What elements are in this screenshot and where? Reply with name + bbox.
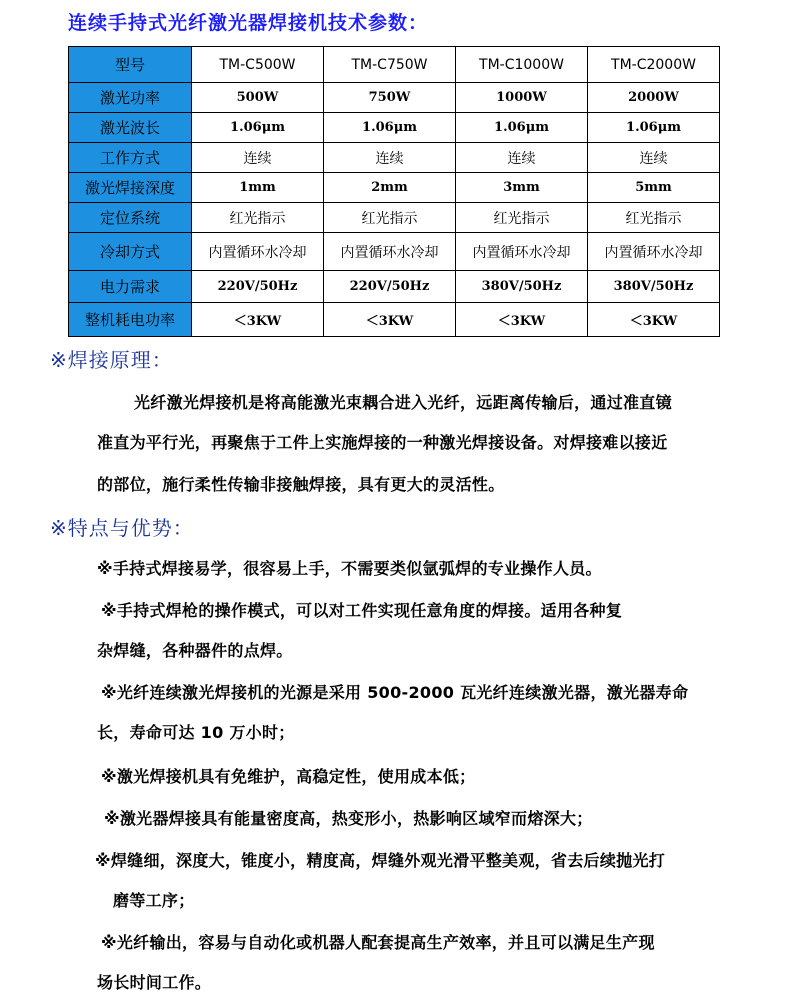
model-cell: TM-C750W [324,47,456,83]
table-cell: 5mm [588,173,720,203]
table-row [69,143,720,173]
feature-line: 杂焊缝，各种器件的点焊。 [97,641,293,660]
table-cell: 内置循环水冷却 [192,233,324,271]
model-cell: TM-C1000W [456,47,588,83]
table-row [69,303,720,337]
row-label: 工作方式 [69,143,192,173]
table-cell: 1.06μm [456,113,588,143]
row-label: 激光功率 [69,83,192,113]
row-label: 定位系统 [69,203,192,233]
table-cell: 内置循环水冷却 [456,233,588,271]
table-row [69,83,720,113]
table-row [69,233,720,271]
table-cell: 红光指示 [588,203,720,233]
table-cell: 1.06μm [588,113,720,143]
table-cell: ＜3KW [588,303,720,337]
row-label: 电力需求 [69,271,192,303]
feature-line: ※光纤连续激光焊接机的光源是采用 500-2000 瓦光纤连续激光器，激光器寿命 [101,683,689,702]
row-label: 激光焊接深度 [69,173,192,203]
feature-line: ※激光器焊接具有能量密度高，热变形小，热影响区域窄而熔深大； [104,809,593,828]
spec-table [68,46,720,337]
table-cell: 连续 [588,143,720,173]
model-cell: TM-C2000W [588,47,720,83]
principle-heading: ※焊接原理： [50,348,173,372]
table-cell: 内置循环水冷却 [588,233,720,271]
row-label: 整机耗电功率 [69,303,192,337]
row-label: 冷却方式 [69,233,192,271]
row-label: 激光波长 [69,113,192,143]
features-heading: ※特点与优势： [50,516,194,540]
table-cell: 500W [192,83,324,113]
table-header-row [69,47,720,83]
model-cell: TM-C500W [192,47,324,83]
principle-line: 的部位，施行柔性传输非接触焊接，具有更大的灵活性。 [97,475,505,494]
table-cell: 220V/50Hz [192,271,324,303]
principle-line: 光纤激光焊接机是将高能激光束耦合进入光纤，远距离传输后，通过准直镜 [134,393,672,412]
feature-line: ※焊缝细，深度大，锥度小，精度高，焊缝外观光滑平整美观，省去后续抛光打 [95,851,666,870]
feature-line: 长，寿命可达 10 万小时； [97,723,295,742]
table-row [69,113,720,143]
table-cell: 内置循环水冷却 [324,233,456,271]
table-cell: ＜3KW [324,303,456,337]
table-cell: 连续 [324,143,456,173]
table-cell: 红光指示 [324,203,456,233]
table-cell: 750W [324,83,456,113]
document-title: 连续手持式光纤激光器焊接机技术参数： [68,12,429,34]
table-cell: 1000W [456,83,588,113]
table-cell: ＜3KW [456,303,588,337]
feature-line: 磨等工序； [113,891,195,910]
table-cell: 红光指示 [192,203,324,233]
table-row [69,271,720,303]
table-cell: 3mm [456,173,588,203]
feature-line: ※手持式焊枪的操作模式，可以对工件实现任意角度的焊接。适用各种复 [101,601,623,620]
table-cell: 1mm [192,173,324,203]
feature-line: 场长时间工作。 [97,973,212,992]
table-cell: 连续 [456,143,588,173]
table-cell: 380V/50Hz [456,271,588,303]
feature-line: ※光纤输出，容易与自动化或机器人配套提高生产效率，并且可以满足生产现 [101,933,655,952]
table-cell: 1.06μm [192,113,324,143]
table-cell: 红光指示 [456,203,588,233]
table-header-label: 型号 [69,47,192,83]
feature-line: ※手持式焊接易学，很容易上手，不需要类似氩弧焊的专业操作人员。 [97,559,602,578]
table-cell: 1.06μm [324,113,456,143]
table-cell: ＜3KW [192,303,324,337]
feature-line: ※激光焊接机具有免维护，高稳定性，使用成本低； [101,767,476,786]
table-cell: 220V/50Hz [324,271,456,303]
table-cell: 2mm [324,173,456,203]
table-cell: 连续 [192,143,324,173]
table-row [69,173,720,203]
table-row [69,203,720,233]
table-cell: 380V/50Hz [588,271,720,303]
principle-line: 准直为平行光，再聚焦于工件上实施焊接的一种激光焊接设备。对焊接难以接近 [97,433,668,452]
table-cell: 2000W [588,83,720,113]
